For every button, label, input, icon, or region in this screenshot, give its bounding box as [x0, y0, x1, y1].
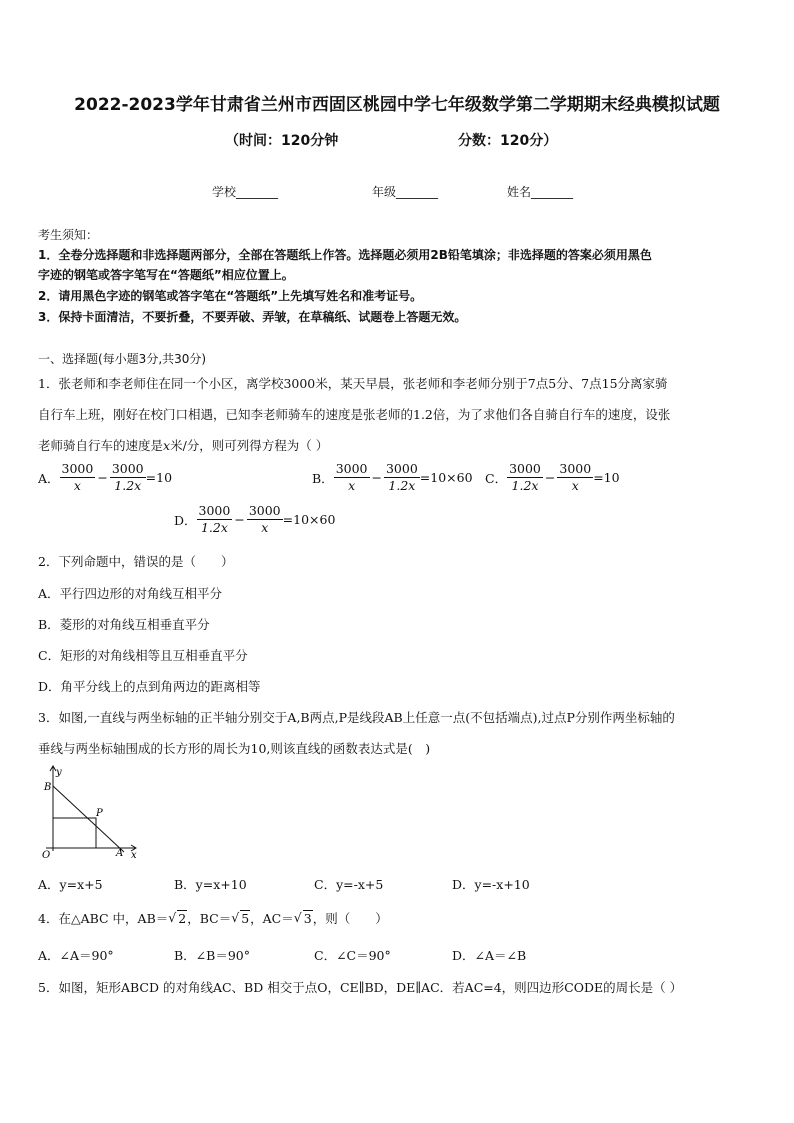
q2-option-c: C．矩形的对角线相等且互相垂直平分	[38, 648, 248, 663]
q2-stem: 2．下列命题中，错误的是（ ）	[38, 554, 234, 569]
q1-option-a: A． $\frac{3000}{x}$ − $\frac{3000}{1.2x}$ =10	[38, 461, 173, 494]
label-x: x	[131, 850, 137, 861]
q4-option-d: D．∠A＝∠B	[452, 948, 527, 963]
label-p: P	[96, 808, 103, 819]
name-field: 姓名_______	[507, 185, 574, 199]
q2-option-d: D．角平分线上的点到角两边的距离相等	[38, 679, 261, 694]
q3-figure	[36, 763, 146, 863]
q4-stem: 4．在△ABC 中，AB＝√ 2，BC＝√ 5，AC＝√ 3，则（ ）	[38, 909, 388, 927]
q1-option-b: B． $\frac{3000}{x}$ − $\frac{3000}{1.2x}$ =10×60	[312, 461, 473, 494]
q3-option-b: B．y=x+10	[174, 877, 247, 892]
notice-heading: 考生须知：	[38, 228, 99, 242]
notice-line-1b: 字迹的钢笔或答字笔写在“答题纸”相应位置上。	[38, 268, 294, 282]
label-o: O	[42, 850, 51, 861]
exam-time: （时间：120分钟	[225, 133, 339, 149]
q1-line-2: 自行车上班，刚好在校门口相遇，已知李老师骑车的速度是张老师的1.2倍，为了求他们各自骑自行车的速度，设张	[38, 407, 671, 422]
q3-option-c: C．y=-x+5	[314, 877, 384, 892]
school-field: 学校_______	[212, 185, 279, 199]
q3-line-1: 3．如图,一直线与两坐标轴的正半轴分别交于A,B两点,P是线段AB上任意一点(不包括端点),过点P分别作两坐标轴的	[38, 710, 675, 725]
q2-option-a: A．平行四边形的对角线互相平分	[38, 586, 223, 601]
notice-line-1a: 1．全卷分选择题和非选择题两部分，全部在答题纸上作答。选择题必须用2B铅笔填涂；非选择题的答案必须用黑色	[38, 248, 652, 262]
exam-score: 分数：120分）	[458, 133, 558, 149]
label-b: B	[44, 782, 52, 793]
label-a: A	[116, 848, 124, 859]
notice-line-2: 2．请用黑色字迹的钢笔或答字笔在“答题纸”上先填写姓名和准考证号。	[38, 289, 423, 303]
q1-option-d: D． $\frac{3000}{1.2x}$ − $\frac{3000}{x}$ =10×60	[174, 503, 336, 536]
page-title: 2022-2023学年甘肃省兰州市西固区桃园中学七年级数学第二学期期末经典模拟试题	[74, 95, 720, 115]
q3-option-d: D．y=-x+10	[452, 877, 530, 892]
q4-option-b: B．∠B＝90°	[174, 948, 251, 963]
q1-option-c: C． $\frac{3000}{1.2x}$ − $\frac{3000}{x}$ =10	[485, 461, 620, 494]
q1-line-3: 老师骑自行车的速度是x米/分，则可列得方程为（ ）	[38, 438, 329, 453]
section-heading: 一、选择题(每小题3分,共30分)	[38, 352, 207, 366]
notice-line-3: 3．保持卡面清洁，不要折叠，不要弄破、弄皱，在草稿纸、试题卷上答题无效。	[38, 310, 467, 324]
rectangle	[53, 818, 96, 848]
q5-stem: 5．如图，矩形ABCD 的对角线AC、BD 相交于点O，CE∥BD，DE∥AC．若AC=4，则四边形CODE的周长是（ ）	[38, 980, 683, 995]
line-ab	[53, 786, 124, 852]
q1-line-1: 1．张老师和李老师住在同一个小区，离学校3000米，某天早晨，张老师和李老师分别于7点5分、7点15分离家骑	[38, 376, 668, 391]
q3-option-a: A．y=x+5	[38, 877, 103, 892]
grade-field: 年级_______	[372, 185, 439, 199]
label-y: y	[56, 767, 62, 778]
q4-option-c: C．∠C＝90°	[314, 948, 391, 963]
sqrt-3: √ 3	[294, 911, 313, 926]
q3-line-2: 垂线与两坐标轴围成的长方形的周长为10,则该直线的函数表达式是( )	[38, 741, 431, 756]
sqrt-2: √ 2	[168, 911, 187, 926]
q2-option-b: B．菱形的对角线互相垂直平分	[38, 617, 210, 632]
q4-option-a: A．∠A＝90°	[38, 948, 114, 963]
variable-x: x	[163, 438, 171, 453]
sqrt-5: √ 5	[231, 911, 250, 926]
